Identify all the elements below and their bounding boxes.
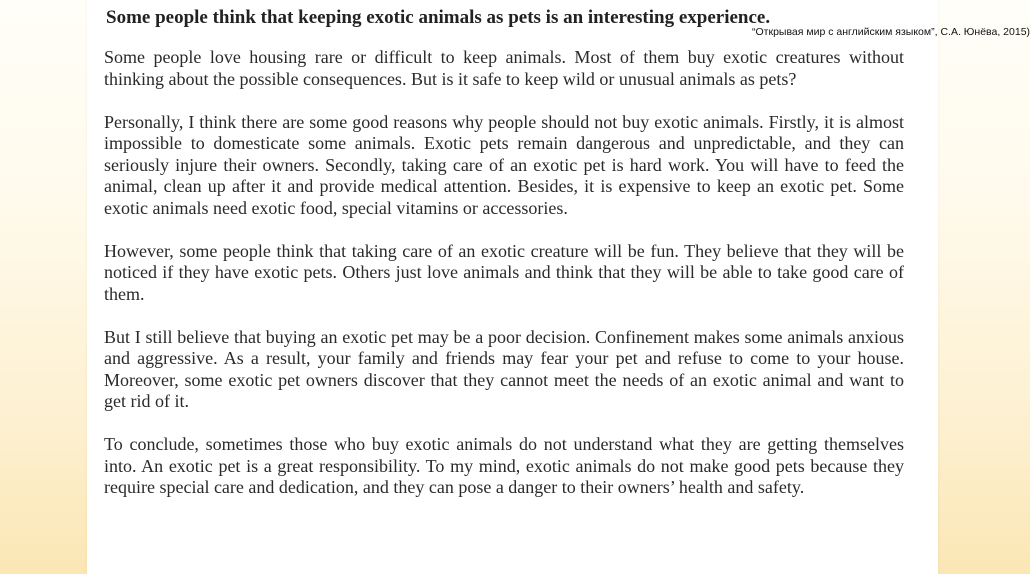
paragraph-intro: Some people love housing rare or difficult to keep animals. Most of them buy exotic creatures without thinking about the possible consequences. But is it safe to keep wild or unusual animals as pets? [104, 47, 904, 89]
essay-body [104, 47, 904, 499]
paragraph-rebuttal: But I still believe that buying an exotic pet may be a poor decision. Confinement makes some animals anxious and aggressive. As a result, your family and friends may fear your pet and refuse to come to your house. Moreover, some exotic pet owners discover that they cannot meet the needs of an exotic animal and want to get rid of it. [104, 326, 904, 411]
page-title: Some people think that keeping exotic animals as pets is an interesting experience. [106, 7, 771, 28]
scanned-page [87, 0, 1030, 574]
paragraph-opposing-view: However, some people think that taking care of an exotic creature will be fun. They believe that they will be noticed if they have exotic pets. Others just love animals and think that they will be able to take good care of them. [104, 240, 904, 304]
source-citation: “Открывая мир с английским языком”, С.А. Юнёва, 2015) [752, 26, 1030, 38]
paragraph-conclusion: To conclude, sometimes those who buy exotic animals do not understand what they are getting themselves into. An exotic pet is a great responsibility. To my mind, exotic animals do not make good pets because they require special care and dedication, and they can pose a danger to their owners’ health and safety. [104, 434, 904, 497]
paragraph-arguments-against: Personally, I think there are some good reasons why people should not buy exotic animals. Firstly, it is almost impossible to domesticate some animals. Exotic pets remain dangerous and unpredictable, and they can seriously injure their owners. Secondly, taking care of an exotic pet is hard work. You will have to feed the animal, clean up after it and provide medical attention. Besides, it is expensive to keep an exotic pet. Some exotic animals need exotic food, special vitamins or accessories. [104, 111, 904, 218]
